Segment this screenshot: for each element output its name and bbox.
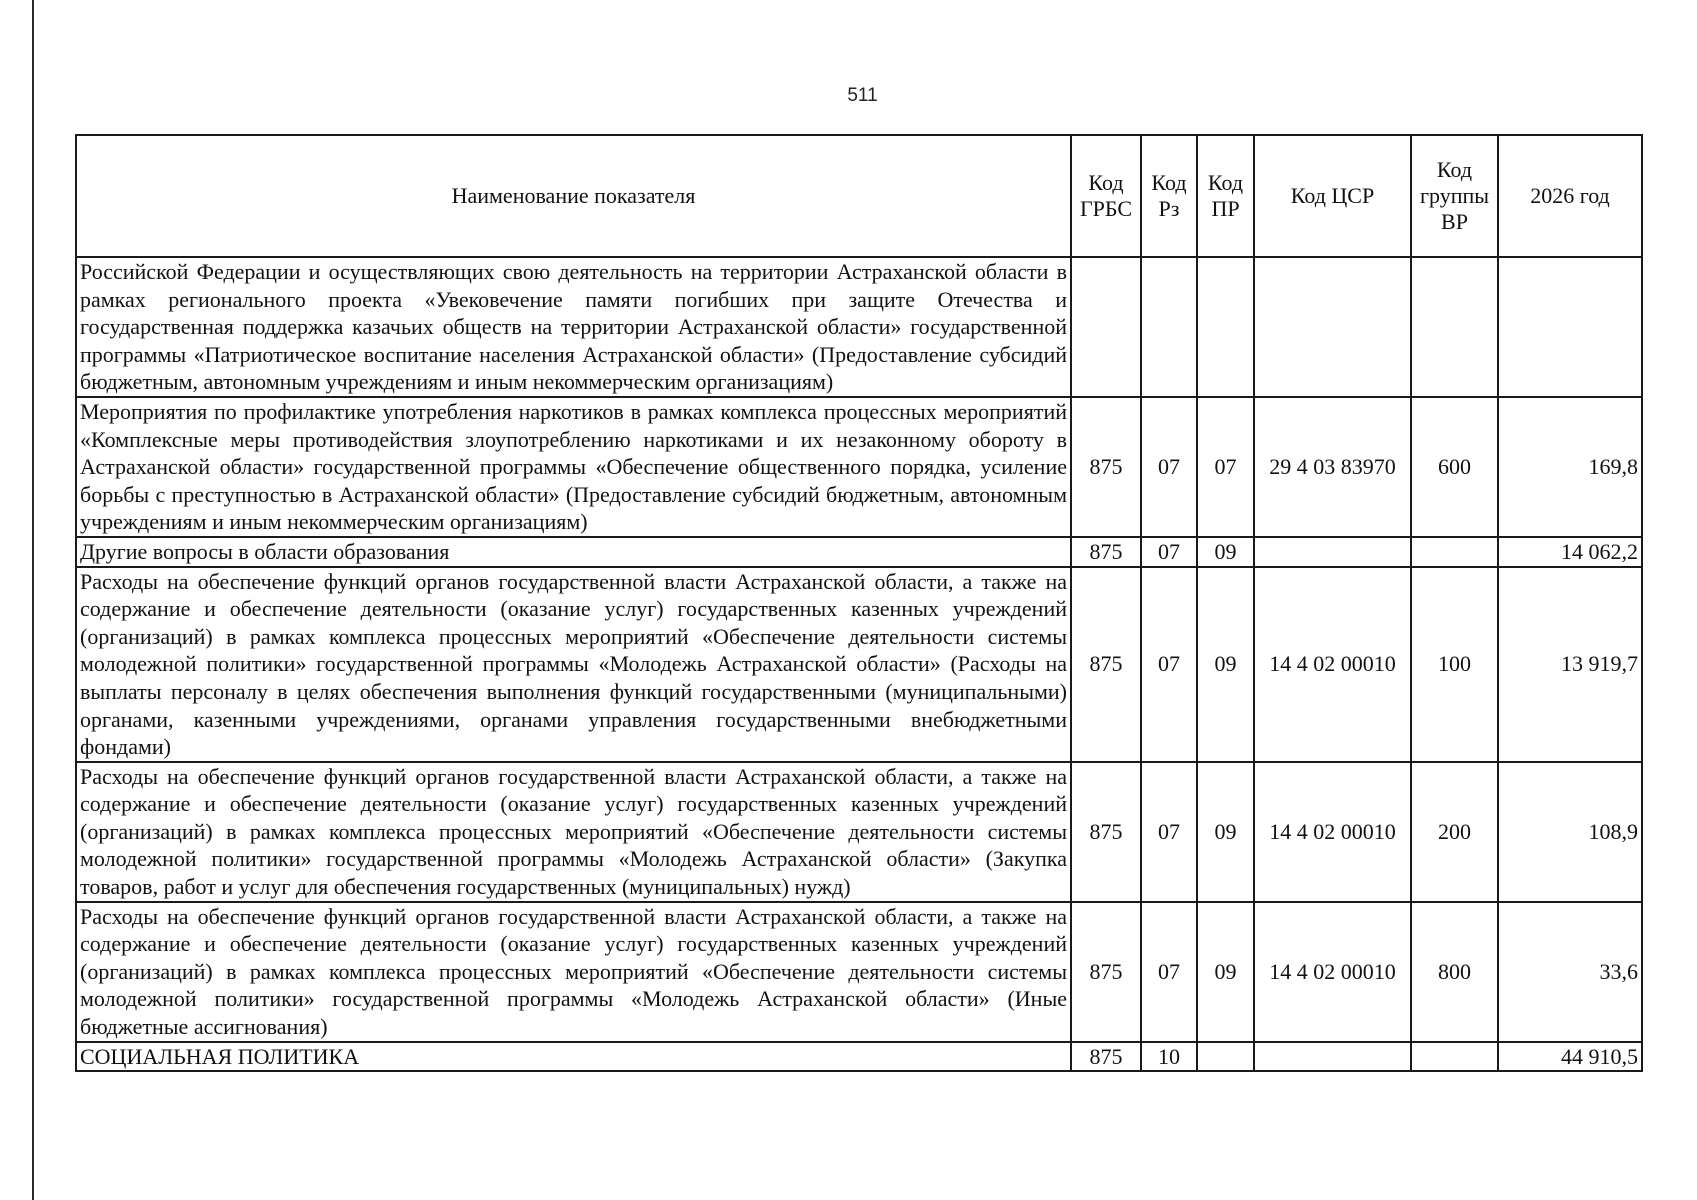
header-name: Наименование показателя xyxy=(76,135,1071,257)
row-vr xyxy=(1411,257,1498,397)
row-vr: 800 xyxy=(1411,902,1498,1042)
row-rz: 10 xyxy=(1141,1042,1197,1072)
row-csr: 14 4 02 00010 xyxy=(1254,902,1411,1042)
table-row xyxy=(76,567,1642,762)
row-name: Другие вопросы в области образования xyxy=(76,537,1071,567)
row-pr: 09 xyxy=(1197,902,1254,1042)
row-csr: 29 4 03 83970 xyxy=(1254,397,1411,537)
row-amount: 33,6 xyxy=(1498,902,1642,1042)
header-year: 2026 год xyxy=(1498,135,1642,257)
row-name: Расходы на обеспечение функций органов государственной власти Астраханской области, а также на содержание и обеспечение деятельности (оказание услуг) государственных казенных учреждений (организаций) в рамках комплекса процессных мероприятий «Обеспечение деятельности системы молодежной политики» государственной программы «Молодежь Астраханской области» (Расходы на выплаты персоналу в целях обеспечения выполнения функций государственными (муниципальными) органами, казенными учреждениями, органами управления государственными внебюджетными фондами) xyxy=(76,567,1071,762)
row-pr: 09 xyxy=(1197,537,1254,567)
table-row xyxy=(76,537,1642,567)
row-grbs: 875 xyxy=(1071,902,1141,1042)
row-amount xyxy=(1498,257,1642,397)
row-csr: 14 4 02 00010 xyxy=(1254,762,1411,902)
table-row xyxy=(76,902,1642,1042)
row-grbs: 875 xyxy=(1071,1042,1141,1072)
row-rz: 07 xyxy=(1141,537,1197,567)
row-rz: 07 xyxy=(1141,397,1197,537)
row-amount: 14 062,2 xyxy=(1498,537,1642,567)
row-rz: 07 xyxy=(1141,762,1197,902)
row-name: Мероприятия по профилактике употребления наркотиков в рамках комплекса процессных мероприятий «Комплексные меры противодействия злоупотреблению наркотиками и их незаконному обороту в Астраханской области» государственной программы «Обеспечение общественного порядка, усиление борьбы с преступностью в Астраханской области» (Предоставление субсидий бюджетным, автономным учреждениям и иным некоммерческим организациям) xyxy=(76,397,1071,537)
row-amount: 169,8 xyxy=(1498,397,1642,537)
row-pr: 09 xyxy=(1197,762,1254,902)
table-header xyxy=(76,135,1642,257)
table-row xyxy=(76,397,1642,537)
row-pr xyxy=(1197,1042,1254,1072)
page-number: 511 xyxy=(847,85,878,106)
row-grbs xyxy=(1071,257,1141,397)
header-vr: Код группы ВР xyxy=(1411,135,1498,257)
row-pr xyxy=(1197,257,1254,397)
row-amount: 44 910,5 xyxy=(1498,1042,1642,1072)
row-csr xyxy=(1254,257,1411,397)
row-name: Расходы на обеспечение функций органов государственной власти Астраханской области, а также на содержание и обеспечение деятельности (оказание услуг) государственных казенных учреждений (организаций) в рамках комплекса процессных мероприятий «Обеспечение деятельности системы молодежной политики» государственной программы «Молодежь Астраханской области» (Иные бюджетные ассигнования) xyxy=(76,902,1071,1042)
row-grbs: 875 xyxy=(1071,397,1141,537)
row-amount: 108,9 xyxy=(1498,762,1642,902)
row-name: Расходы на обеспечение функций органов государственной власти Астраханской области, а также на содержание и обеспечение деятельности (оказание услуг) государственных казенных учреждений (организаций) в рамках комплекса процессных мероприятий «Обеспечение деятельности системы молодежной политики» государственной программы «Молодежь Астраханской области» (Закупка товаров, работ и услуг для обеспечения государственных (муниципальных) нужд) xyxy=(76,762,1071,902)
header-pr: Код ПР xyxy=(1197,135,1254,257)
table-body xyxy=(76,257,1642,1071)
table-row xyxy=(76,1042,1642,1072)
row-vr: 100 xyxy=(1411,567,1498,762)
header-rz: Код Рз xyxy=(1141,135,1197,257)
row-vr: 200 xyxy=(1411,762,1498,902)
table-row xyxy=(76,762,1642,902)
row-amount: 13 919,7 xyxy=(1498,567,1642,762)
budget-table xyxy=(75,134,1643,1072)
table-row xyxy=(76,257,1642,397)
row-name: Российской Федерации и осуществляющих свою деятельность на территории Астраханской области в рамках регионального проекта «Увековечение памяти погибших при защите Отечества и государственная поддержка казачьих обществ на территории Астраханской области» государственной программы «Патриотическое воспитание населения Астраханской области» (Предоставление субсидий бюджетным, автономным учреждениям и иным некоммерческим организациям) xyxy=(76,257,1071,397)
row-name: СОЦИАЛЬНАЯ ПОЛИТИКА xyxy=(76,1042,1071,1072)
row-grbs: 875 xyxy=(1071,567,1141,762)
scan-margin-line xyxy=(32,0,34,1200)
row-grbs: 875 xyxy=(1071,762,1141,902)
header-grbs: Код ГРБС xyxy=(1071,135,1141,257)
row-vr: 600 xyxy=(1411,397,1498,537)
row-csr xyxy=(1254,1042,1411,1072)
row-grbs: 875 xyxy=(1071,537,1141,567)
row-vr xyxy=(1411,1042,1498,1072)
row-pr: 07 xyxy=(1197,397,1254,537)
row-rz xyxy=(1141,257,1197,397)
row-csr: 14 4 02 00010 xyxy=(1254,567,1411,762)
row-rz: 07 xyxy=(1141,902,1197,1042)
row-vr xyxy=(1411,537,1498,567)
row-rz: 07 xyxy=(1141,567,1197,762)
header-row xyxy=(76,135,1642,257)
row-pr: 09 xyxy=(1197,567,1254,762)
header-csr: Код ЦСР xyxy=(1254,135,1411,257)
row-csr xyxy=(1254,537,1411,567)
